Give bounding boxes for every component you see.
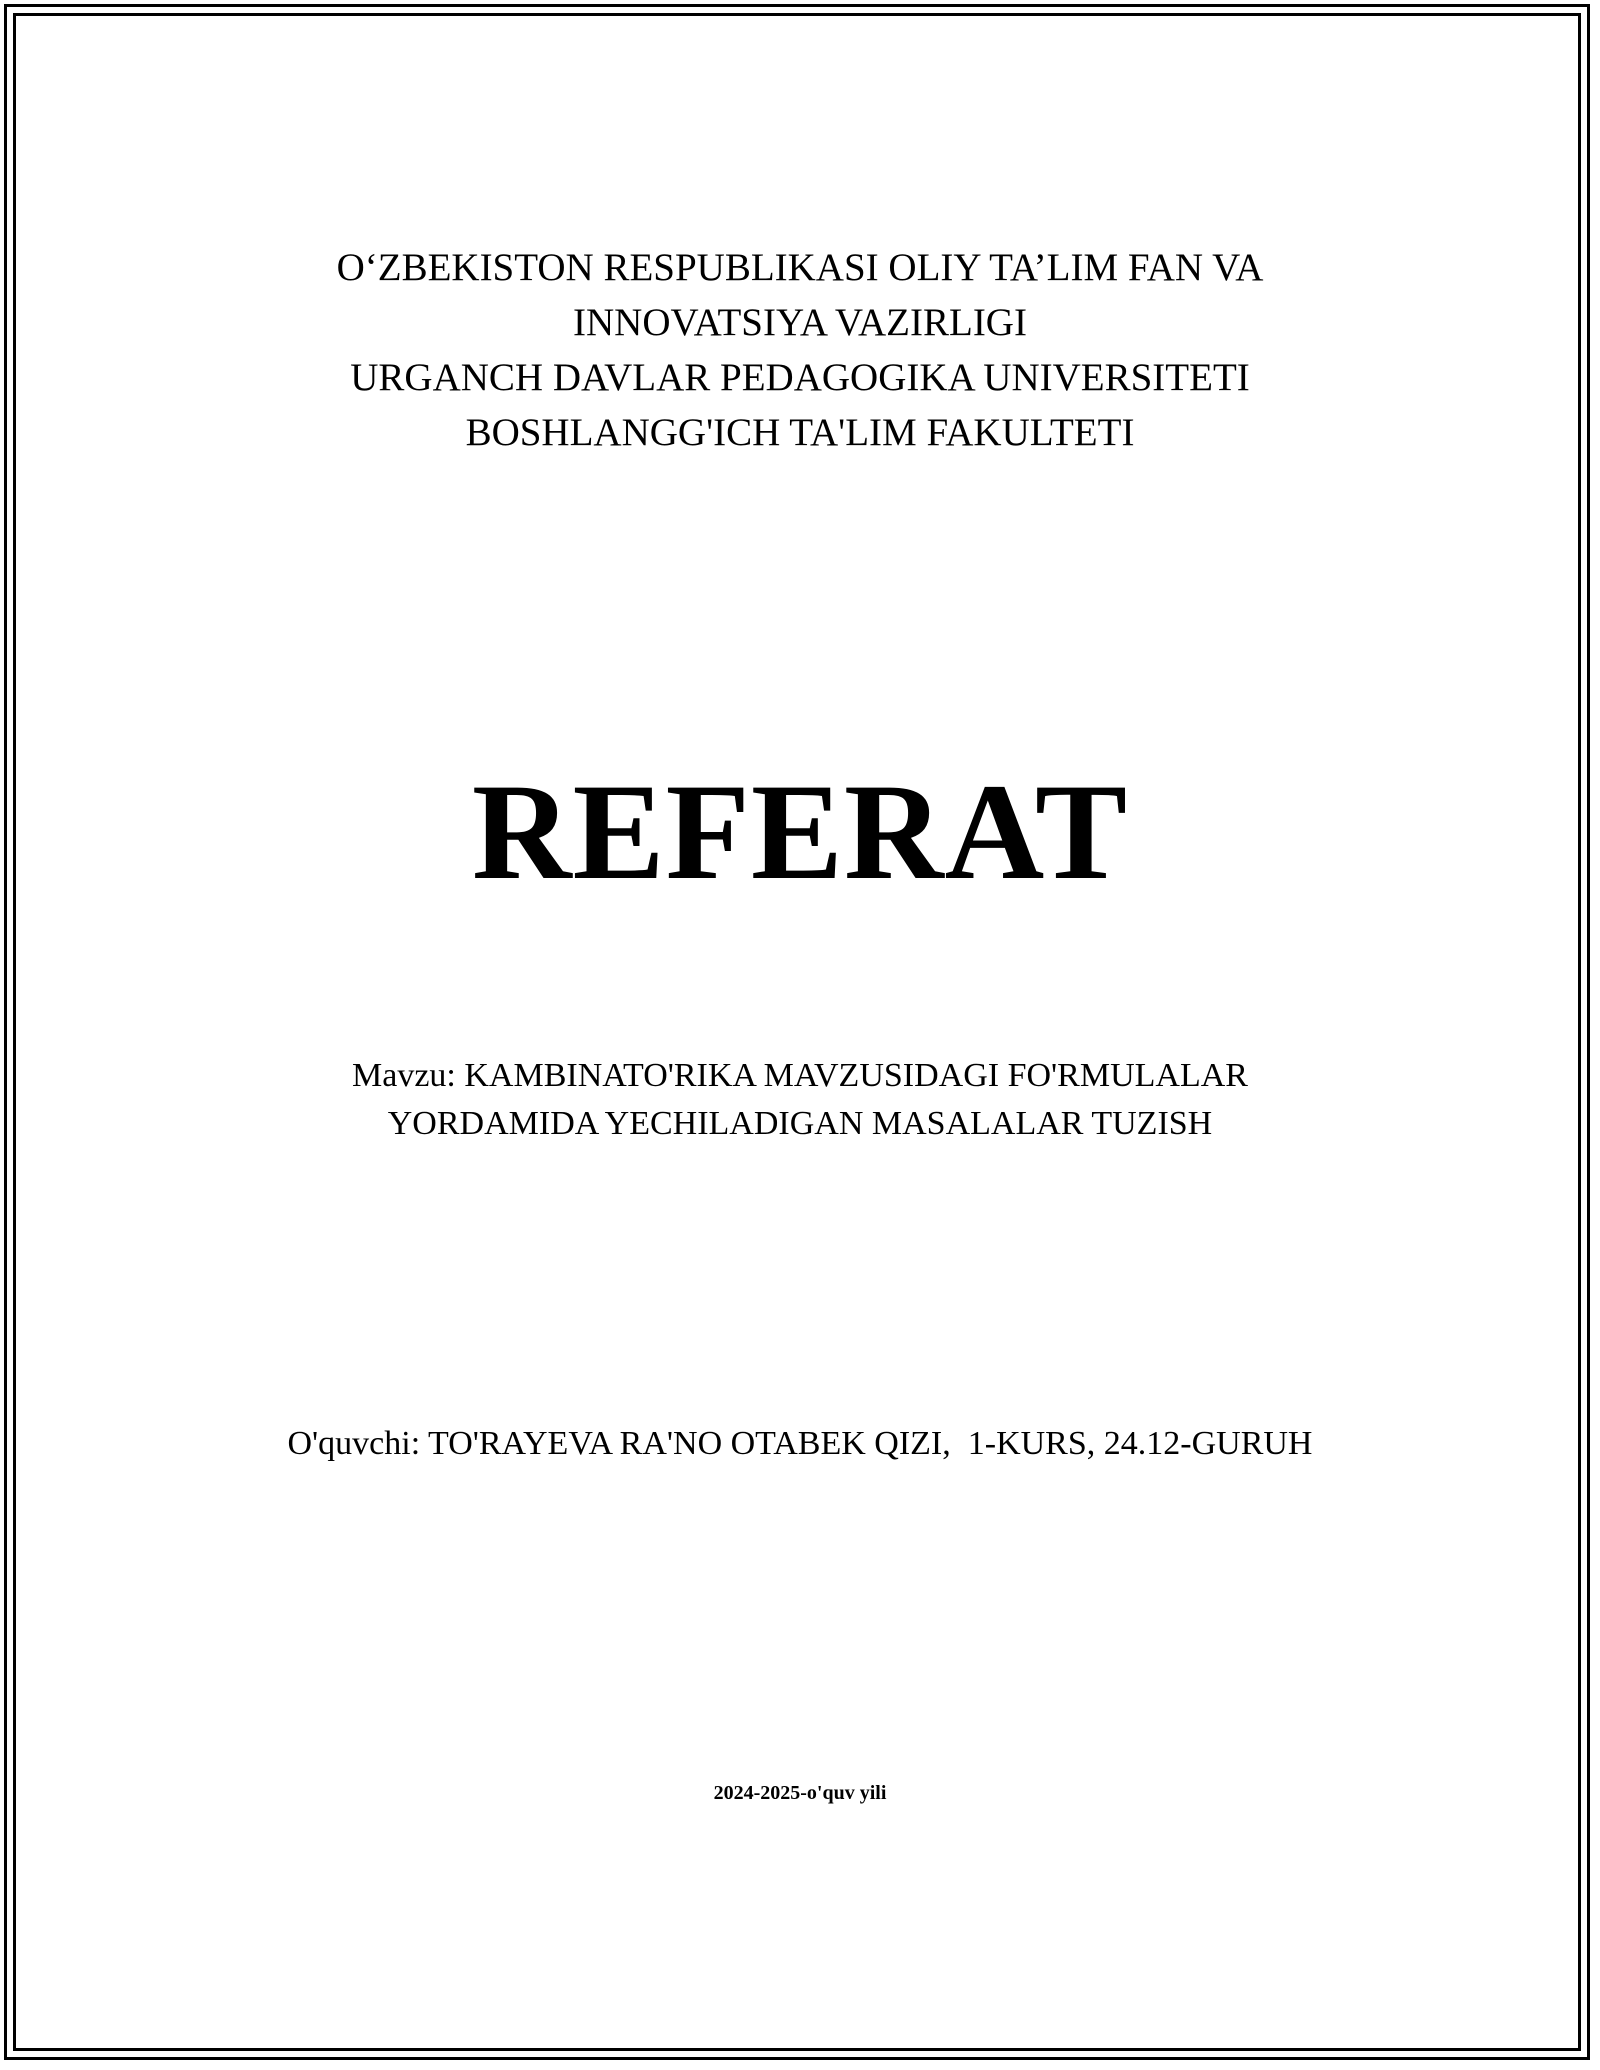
academic-year: 2024-2025-o'quv yili bbox=[713, 1782, 887, 1804]
document-title: REFERAT bbox=[471, 755, 1129, 908]
topic-block bbox=[0, 1052, 1600, 1148]
topic-line-2: YORDAMIDA YECHILADIGAN MASALALAR TUZISH bbox=[387, 1105, 1213, 1142]
header-line-ministry-cont: INNOVATSIYA VAZIRLIGI bbox=[573, 301, 1027, 344]
ministry-header bbox=[0, 240, 1600, 460]
topic-line-1: Mavzu: KAMBINATO'RIKA MAVZUSIDAGI FO'RMULALAR bbox=[352, 1057, 1248, 1094]
student-info: O'quvchi: TO'RAYEVA RA'NO OTABEK QIZI, 1-KURS, 24.12-GURUH bbox=[287, 1425, 1313, 1462]
header-line-university: URGANCH DAVLAR PEDAGOGIKA UNIVERSITETI bbox=[350, 356, 1250, 399]
header-line-faculty: BOSHLANGG'ICH TA'LIM FAKULTETI bbox=[465, 411, 1135, 454]
header-line-ministry: O‘ZBEKISTON RESPUBLIKASI OLIY TA’LIM FAN VA bbox=[336, 246, 1264, 289]
